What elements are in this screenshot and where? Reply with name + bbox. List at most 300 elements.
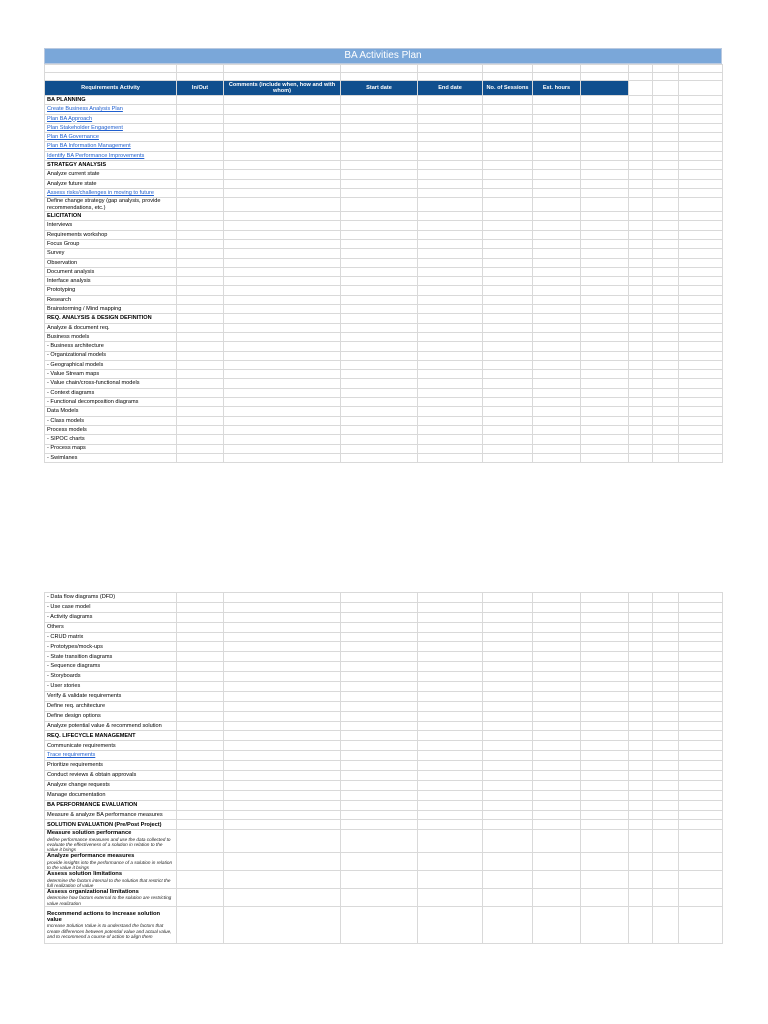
empty-cell xyxy=(629,453,653,462)
empty-cell xyxy=(418,314,483,323)
empty-cell xyxy=(653,286,679,295)
empty-cell xyxy=(483,230,533,239)
table-row xyxy=(45,602,723,612)
empty-cell xyxy=(533,398,581,407)
empty-cell xyxy=(341,305,418,314)
empty-cell xyxy=(483,314,533,323)
empty-cell xyxy=(418,114,483,123)
empty-cell xyxy=(581,398,629,407)
empty-cell xyxy=(653,425,679,434)
table-row xyxy=(45,398,723,407)
activity-cell[interactable]: Plan BA Approach xyxy=(45,114,177,123)
empty-cell xyxy=(533,305,581,314)
empty-cell xyxy=(653,830,679,853)
empty-cell xyxy=(224,123,341,132)
empty-cell xyxy=(679,682,723,692)
empty-cell xyxy=(341,151,418,160)
table-row xyxy=(45,221,723,230)
empty-cell xyxy=(177,360,224,369)
empty-cell xyxy=(653,96,679,105)
activity-cell: Others xyxy=(45,622,177,632)
empty-cell xyxy=(533,622,581,632)
empty-cell xyxy=(679,314,723,323)
empty-cell xyxy=(418,751,483,761)
empty-cell xyxy=(341,286,418,295)
empty-cell xyxy=(533,221,581,230)
empty-cell xyxy=(629,305,653,314)
empty-cell xyxy=(679,435,723,444)
empty-cell xyxy=(418,170,483,179)
empty-cell xyxy=(581,161,629,170)
empty-cell xyxy=(483,198,533,212)
table-row xyxy=(45,105,723,114)
empty-cell xyxy=(679,142,723,151)
empty-cell xyxy=(341,342,418,351)
empty-cell xyxy=(653,267,679,276)
empty-cell xyxy=(533,123,581,132)
empty-cell xyxy=(653,622,679,632)
empty-cell xyxy=(653,249,679,258)
empty-cell xyxy=(483,425,533,434)
empty-cell xyxy=(679,239,723,248)
empty-cell xyxy=(177,305,224,314)
empty-cell xyxy=(177,853,224,871)
empty-cell xyxy=(224,388,341,397)
empty-cell xyxy=(418,642,483,652)
empty-cell xyxy=(418,370,483,379)
empty-cell xyxy=(418,593,483,603)
empty-cell xyxy=(679,170,723,179)
empty-cell xyxy=(177,188,224,197)
empty-cell xyxy=(533,652,581,662)
empty-cell xyxy=(533,444,581,453)
activity-cell: REQ. ANALYSIS & DESIGN DEFINITION xyxy=(45,314,177,323)
activity-cell: Process models xyxy=(45,425,177,434)
empty-cell xyxy=(224,179,341,188)
activity-cell: - CRUD matrix xyxy=(45,632,177,642)
evaluation-cell xyxy=(45,871,177,889)
empty-cell xyxy=(483,123,533,132)
empty-cell xyxy=(341,142,418,151)
empty-cell xyxy=(581,388,629,397)
empty-cell xyxy=(224,751,341,761)
empty-cell xyxy=(629,780,653,790)
empty-cell xyxy=(629,593,653,603)
table-row xyxy=(45,453,723,462)
activity-cell: - Prototypes/mock-ups xyxy=(45,642,177,652)
empty-cell xyxy=(483,602,533,612)
empty-cell xyxy=(418,853,483,871)
empty-cell xyxy=(483,332,533,341)
empty-cell xyxy=(483,771,533,781)
empty-cell xyxy=(629,672,653,682)
empty-cell xyxy=(629,435,653,444)
empty-cell xyxy=(224,239,341,248)
empty-cell xyxy=(341,212,418,221)
empty-cell xyxy=(224,453,341,462)
empty-cell xyxy=(224,721,341,731)
activity-cell: - Data flow diagrams (DFD) xyxy=(45,593,177,603)
empty-cell xyxy=(629,133,653,142)
empty-cell xyxy=(418,731,483,741)
empty-cell xyxy=(177,682,224,692)
empty-cell xyxy=(224,741,341,751)
activity-cell: Measure & analyze BA performance measures xyxy=(45,810,177,820)
empty-cell xyxy=(224,701,341,711)
empty-cell xyxy=(581,761,629,771)
empty-cell xyxy=(177,731,224,741)
empty-cell xyxy=(533,853,581,871)
empty-cell xyxy=(581,249,629,258)
empty-cell xyxy=(224,622,341,632)
empty-cell xyxy=(177,295,224,304)
empty-cell xyxy=(653,179,679,188)
empty-cell xyxy=(341,179,418,188)
empty-cell xyxy=(177,642,224,652)
empty-cell xyxy=(341,114,418,123)
empty-cell xyxy=(581,198,629,212)
evaluation-cell xyxy=(45,830,177,853)
empty-cell xyxy=(483,662,533,672)
table-row xyxy=(45,771,723,781)
empty-cell xyxy=(629,853,653,871)
table-row xyxy=(45,133,723,142)
empty-cell xyxy=(679,652,723,662)
empty-cell xyxy=(177,810,224,820)
activity-cell: - Functional decomposition diagrams xyxy=(45,398,177,407)
activity-cell: Brainstorming / Mind mapping xyxy=(45,305,177,314)
empty-cell xyxy=(629,407,653,416)
table-row xyxy=(45,435,723,444)
empty-cell xyxy=(653,123,679,132)
activity-cell[interactable]: Assess risks/challenges in moving to future xyxy=(45,188,177,197)
empty-cell xyxy=(224,416,341,425)
table-row xyxy=(45,277,723,286)
evaluation-row xyxy=(45,830,723,853)
table-row xyxy=(45,323,723,332)
activity-cell[interactable]: Plan BA Governance xyxy=(45,133,177,142)
empty-cell xyxy=(177,761,224,771)
empty-cell xyxy=(177,267,224,276)
empty-cell xyxy=(177,662,224,672)
empty-cell xyxy=(581,889,629,907)
empty-cell xyxy=(483,810,533,820)
empty-cell xyxy=(653,105,679,114)
table-row xyxy=(45,731,723,741)
empty-cell xyxy=(581,151,629,160)
empty-cell xyxy=(679,105,723,114)
table-row xyxy=(45,212,723,221)
empty-cell xyxy=(533,672,581,682)
activity-cell: - State transition diagrams xyxy=(45,652,177,662)
empty-cell xyxy=(533,249,581,258)
activity-cell[interactable]: Plan BA Information Management xyxy=(45,142,177,151)
empty-cell xyxy=(533,453,581,462)
empty-cell xyxy=(177,379,224,388)
empty-cell xyxy=(679,602,723,612)
empty-cell xyxy=(653,151,679,160)
empty-cell xyxy=(581,360,629,369)
empty-cell xyxy=(581,701,629,711)
empty-cell xyxy=(418,105,483,114)
empty-cell xyxy=(533,96,581,105)
empty-cell xyxy=(341,632,418,642)
empty-cell xyxy=(629,662,653,672)
activity-cell[interactable]: Trace requirements xyxy=(45,751,177,761)
empty-cell xyxy=(581,780,629,790)
empty-cell xyxy=(483,721,533,731)
evaluation-cell xyxy=(45,889,177,907)
empty-cell xyxy=(483,267,533,276)
empty-cell xyxy=(679,133,723,142)
empty-cell xyxy=(224,800,341,810)
empty-cell xyxy=(224,790,341,800)
empty-cell xyxy=(341,249,418,258)
table-row xyxy=(45,691,723,701)
empty-cell xyxy=(483,221,533,230)
empty-cell xyxy=(341,332,418,341)
empty-cell xyxy=(653,780,679,790)
empty-cell xyxy=(418,780,483,790)
empty-cell xyxy=(224,711,341,721)
empty-cell xyxy=(581,123,629,132)
evaluation-title: Measure solution performance xyxy=(47,830,132,837)
empty-cell xyxy=(581,672,629,682)
empty-cell xyxy=(629,711,653,721)
empty-cell xyxy=(341,230,418,239)
empty-cell xyxy=(679,906,723,943)
empty-cell xyxy=(418,96,483,105)
activity-cell: - Process maps xyxy=(45,444,177,453)
table-row xyxy=(45,751,723,761)
empty-cell xyxy=(533,105,581,114)
activity-cell: Prioritize requirements xyxy=(45,761,177,771)
activities-table-page-2 xyxy=(44,592,723,944)
activity-cell: - Context diagrams xyxy=(45,388,177,397)
empty-cell xyxy=(533,780,581,790)
empty-cell xyxy=(341,435,418,444)
activity-cell: Requirements workshop xyxy=(45,230,177,239)
empty-cell xyxy=(629,370,653,379)
empty-cell xyxy=(177,425,224,434)
empty-cell xyxy=(653,444,679,453)
activity-cell: Analyze & document req. xyxy=(45,323,177,332)
empty-cell xyxy=(224,889,341,907)
empty-cell xyxy=(341,652,418,662)
empty-cell xyxy=(224,602,341,612)
activity-cell[interactable]: Identify BA Performance Improvements xyxy=(45,151,177,160)
empty-cell xyxy=(533,691,581,701)
table-row xyxy=(45,761,723,771)
empty-cell xyxy=(629,632,653,642)
empty-cell xyxy=(653,170,679,179)
empty-cell xyxy=(483,379,533,388)
empty-cell xyxy=(177,398,224,407)
header-row xyxy=(45,81,723,96)
activity-cell[interactable]: Create Business Analysis Plan xyxy=(45,105,177,114)
empty-cell xyxy=(533,602,581,612)
empty-cell xyxy=(533,388,581,397)
empty-cell xyxy=(177,249,224,258)
empty-cell xyxy=(341,682,418,692)
empty-cell xyxy=(679,701,723,711)
empty-cell xyxy=(177,407,224,416)
empty-cell xyxy=(581,416,629,425)
activity-cell[interactable]: Plan Stakeholder Engagement xyxy=(45,123,177,132)
empty-cell xyxy=(341,751,418,761)
activity-cell: Analyze future state xyxy=(45,179,177,188)
empty-cell xyxy=(581,179,629,188)
empty-cell xyxy=(653,761,679,771)
empty-cell xyxy=(177,179,224,188)
empty-cell xyxy=(177,711,224,721)
empty-cell xyxy=(629,332,653,341)
empty-cell xyxy=(679,691,723,701)
empty-cell xyxy=(418,602,483,612)
table-row xyxy=(45,810,723,820)
empty-cell xyxy=(581,711,629,721)
empty-cell xyxy=(224,151,341,160)
empty-cell xyxy=(679,741,723,751)
empty-cell xyxy=(533,810,581,820)
empty-cell xyxy=(533,721,581,731)
empty-cell xyxy=(341,731,418,741)
empty-cell xyxy=(483,853,533,871)
empty-cell xyxy=(533,179,581,188)
empty-cell xyxy=(177,771,224,781)
empty-cell xyxy=(483,277,533,286)
empty-cell xyxy=(629,239,653,248)
empty-cell xyxy=(418,800,483,810)
table-row xyxy=(45,295,723,304)
empty-cell xyxy=(341,672,418,682)
table-row xyxy=(45,642,723,652)
empty-cell xyxy=(177,142,224,151)
table-row xyxy=(45,379,723,388)
activity-cell: Define req. architecture xyxy=(45,701,177,711)
empty-cell xyxy=(629,701,653,711)
activity-cell: - Value Stream maps xyxy=(45,370,177,379)
empty-cell xyxy=(483,682,533,692)
empty-cell xyxy=(581,810,629,820)
empty-cell xyxy=(341,453,418,462)
empty-cell xyxy=(581,602,629,612)
empty-cell xyxy=(533,642,581,652)
empty-cell xyxy=(483,370,533,379)
empty-cell xyxy=(629,114,653,123)
empty-cell xyxy=(224,314,341,323)
empty-cell xyxy=(483,161,533,170)
empty-cell xyxy=(341,123,418,132)
empty-cell xyxy=(679,198,723,212)
empty-cell xyxy=(224,249,341,258)
empty-cell xyxy=(653,790,679,800)
empty-cell xyxy=(341,800,418,810)
empty-cell xyxy=(224,435,341,444)
empty-cell xyxy=(483,258,533,267)
empty-cell xyxy=(418,652,483,662)
empty-cell xyxy=(653,342,679,351)
empty-cell xyxy=(224,780,341,790)
empty-cell xyxy=(341,612,418,622)
activity-cell: - Class models xyxy=(45,416,177,425)
empty-cell xyxy=(533,435,581,444)
sheet-page-1 xyxy=(44,48,722,463)
empty-cell xyxy=(653,370,679,379)
empty-cell xyxy=(341,398,418,407)
empty-cell xyxy=(653,751,679,761)
activity-cell: Verify & validate requirements xyxy=(45,691,177,701)
empty-cell xyxy=(224,114,341,123)
empty-cell xyxy=(679,342,723,351)
empty-cell xyxy=(581,771,629,781)
empty-cell xyxy=(483,751,533,761)
table-row xyxy=(45,258,723,267)
empty-cell xyxy=(483,652,533,662)
empty-cell xyxy=(533,612,581,622)
empty-cell xyxy=(341,721,418,731)
empty-cell xyxy=(679,249,723,258)
empty-cell xyxy=(483,889,533,907)
empty-cell xyxy=(177,889,224,907)
empty-cell xyxy=(177,906,224,943)
empty-cell xyxy=(679,444,723,453)
empty-cell xyxy=(418,435,483,444)
empty-cell xyxy=(653,810,679,820)
empty-cell xyxy=(418,871,483,889)
empty-cell xyxy=(418,142,483,151)
empty-cell xyxy=(177,114,224,123)
empty-cell xyxy=(341,771,418,781)
empty-cell xyxy=(679,179,723,188)
empty-cell xyxy=(177,416,224,425)
empty-cell xyxy=(679,360,723,369)
empty-cell xyxy=(483,691,533,701)
empty-cell xyxy=(341,370,418,379)
empty-cell xyxy=(483,188,533,197)
empty-cell xyxy=(679,277,723,286)
table-row xyxy=(45,314,723,323)
empty-cell xyxy=(679,761,723,771)
empty-cell xyxy=(418,230,483,239)
empty-cell xyxy=(418,407,483,416)
empty-cell xyxy=(341,198,418,212)
empty-cell xyxy=(177,741,224,751)
empty-cell xyxy=(581,379,629,388)
blank-row xyxy=(45,65,723,73)
empty-cell xyxy=(679,662,723,672)
empty-cell xyxy=(629,691,653,701)
empty-cell xyxy=(533,906,581,943)
empty-cell xyxy=(533,711,581,721)
empty-cell xyxy=(418,151,483,160)
empty-cell xyxy=(483,800,533,810)
empty-cell xyxy=(177,632,224,642)
empty-cell xyxy=(629,652,653,662)
header-comments: Comments (include when, how and with whom) xyxy=(224,81,341,96)
table-row xyxy=(45,632,723,642)
empty-cell xyxy=(629,161,653,170)
empty-cell xyxy=(483,105,533,114)
empty-cell xyxy=(177,105,224,114)
empty-cell xyxy=(533,142,581,151)
table-row xyxy=(45,444,723,453)
empty-cell xyxy=(341,830,418,853)
evaluation-description: define performance measures and use the data collected to evaluate the effectiveness of a solution in relation to the value it brings xyxy=(47,836,171,853)
empty-cell xyxy=(341,790,418,800)
activity-cell: Focus Group xyxy=(45,239,177,248)
empty-cell xyxy=(418,332,483,341)
